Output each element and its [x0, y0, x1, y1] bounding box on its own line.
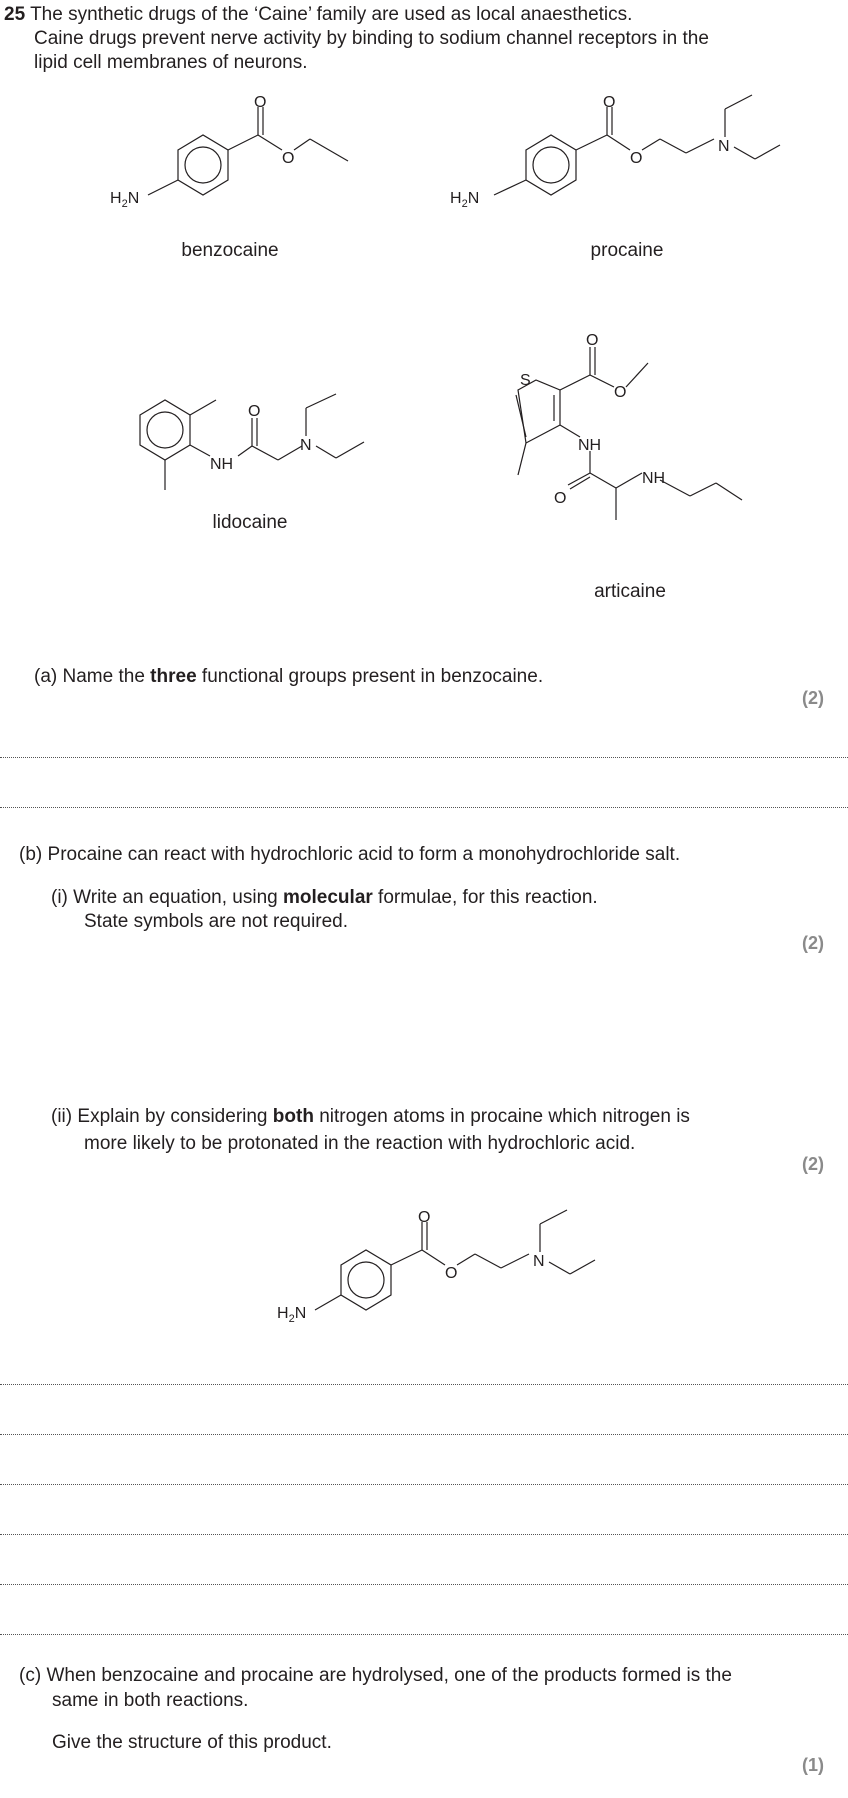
- h2n-label: $H_2N$: [277, 1305, 307, 1325]
- lidocaine-structure: [130, 390, 380, 500]
- atom-o: O: [445, 1265, 458, 1282]
- part-b-label: (b): [19, 844, 43, 865]
- atom-nh: NH: [210, 456, 234, 473]
- answer-line[interactable]: [0, 807, 848, 808]
- part-a-label: (a): [34, 666, 58, 687]
- answer-line[interactable]: [0, 1534, 848, 1535]
- part-c-label: (c): [19, 1665, 42, 1686]
- part-b-ii-label: (ii): [51, 1106, 73, 1127]
- answer-line[interactable]: [0, 1634, 848, 1635]
- intro-line-2: Caine drugs prevent nerve activity by binding to sodium channel receptors in the: [34, 28, 709, 49]
- part-a-question: (a) Name the three functional groups present in benzocaine.: [34, 666, 544, 687]
- atom-o: O: [630, 150, 643, 167]
- part-b-i-label: (i): [51, 887, 68, 908]
- part-c-question: (c) When benzocaine and procaine are hydrolysed, one of the products formed is the: [19, 1665, 732, 1686]
- h2n-label: $H_2N$: [450, 190, 480, 210]
- part-c-line3: Give the structure of this product.: [52, 1732, 332, 1753]
- atom-s: S: [520, 372, 531, 389]
- atom-o: O: [254, 94, 267, 111]
- part-c-marks: (1): [802, 1755, 824, 1775]
- part-b-i-question: (i) Write an equation, using molecular formulae, for this reaction.: [51, 887, 598, 908]
- answer-line[interactable]: [0, 1484, 848, 1485]
- part-b-i-line2: State symbols are not required.: [84, 911, 349, 932]
- benzocaine-label: benzocaine: [181, 240, 279, 261]
- question-number-line: [4, 2, 632, 27]
- articaine-label: articaine: [594, 581, 666, 602]
- h2n-label: $H_2N$: [110, 190, 140, 210]
- part-b-i-marks: (2): [802, 933, 824, 953]
- atom-o: O: [586, 332, 599, 349]
- procaine-structure: [277, 1209, 625, 1340]
- atom-o: O: [282, 150, 295, 167]
- procaine-structure: [450, 95, 790, 225]
- part-c-line2: same in both reactions.: [52, 1690, 249, 1711]
- intro-line-3: lipid cell membranes of neurons.: [34, 52, 308, 73]
- answer-line[interactable]: [0, 1384, 848, 1385]
- atom-nh: NH: [578, 437, 602, 454]
- atom-o: O: [603, 94, 616, 111]
- question-number: 25: [4, 4, 26, 25]
- atom-n: N: [533, 1253, 545, 1270]
- atom-nh: NH: [642, 470, 666, 487]
- atom-n: N: [718, 138, 730, 155]
- benzocaine-structure: [110, 95, 370, 225]
- answer-line[interactable]: [0, 757, 848, 758]
- part-a-marks: (2): [802, 688, 824, 708]
- answer-line[interactable]: [0, 1584, 848, 1585]
- lidocaine-label: lidocaine: [212, 512, 288, 533]
- articaine-structure: [490, 325, 770, 555]
- part-b-ii-question: (ii) Explain by considering both nitrogen atoms in procaine which nitrogen is: [51, 1106, 690, 1127]
- answer-line[interactable]: [0, 1434, 848, 1435]
- part-b-ii-line2: more likely to be protonated in the reaction with hydrochloric acid.: [84, 1133, 636, 1154]
- atom-o: O: [418, 1209, 431, 1226]
- atom-o: O: [614, 384, 627, 401]
- atom-o: O: [248, 403, 261, 420]
- part-b-ii-marks: (2): [802, 1154, 824, 1174]
- procaine-label: procaine: [590, 240, 664, 261]
- intro-line-1: The synthetic drugs of the ‘Caine’ family are used as local anaesthetics.: [30, 4, 633, 25]
- atom-o: O: [554, 490, 567, 507]
- part-b-question: (b) Procaine can react with hydrochloric acid to form a monohydrochloride salt.: [19, 844, 681, 865]
- atom-n: N: [300, 437, 312, 454]
